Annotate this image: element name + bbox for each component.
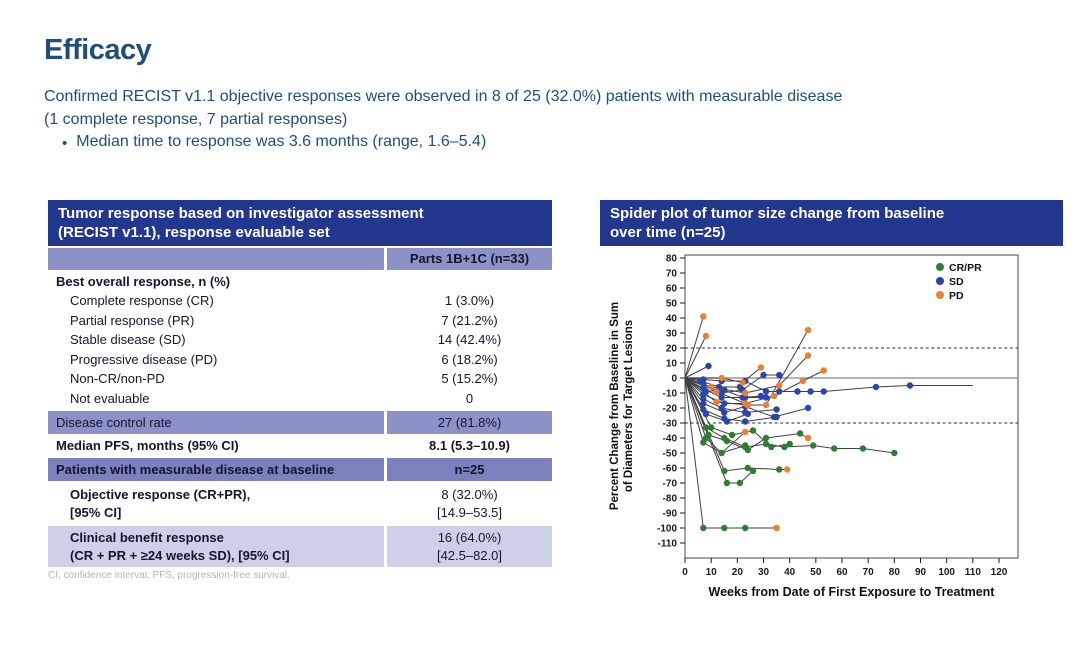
legend-dot-icon xyxy=(936,291,944,299)
data-points xyxy=(698,313,914,531)
svg-text:20: 20 xyxy=(665,343,677,355)
table-row xyxy=(48,389,552,409)
legend-label: PD xyxy=(949,290,964,302)
row-value: n=25 xyxy=(387,458,552,482)
row-value: 7 (21.2%) xyxy=(441,312,498,328)
legend-dot-icon xyxy=(936,277,944,285)
bullet-text: Median time to response was 3.6 months (range, 1.6–5.4) xyxy=(76,133,487,150)
row-label: Complete response (CR) xyxy=(70,293,214,308)
row-label: Progressive disease (PD) xyxy=(70,351,218,367)
row-label: Disease control rate xyxy=(48,411,384,435)
svg-text:80: 80 xyxy=(888,567,900,578)
svg-text:-100: -100 xyxy=(656,523,677,535)
spider-plot-svg xyxy=(596,248,1070,608)
svg-text:110: 110 xyxy=(964,567,981,578)
row-value: 5 (15.2%) xyxy=(441,371,498,386)
table-row xyxy=(48,350,552,370)
table-row xyxy=(48,272,552,292)
intro-line-1: Confirmed RECIST v1.1 objective responses were observed in 8 of 25 (32.0%) patients with measurable disease xyxy=(44,88,843,105)
legend-label: SD xyxy=(949,276,964,288)
page-title: Efficacy xyxy=(44,34,152,66)
svg-text:100: 100 xyxy=(938,567,956,578)
x-axis xyxy=(682,558,1008,578)
row-label: Stable disease (SD) xyxy=(70,332,186,347)
response-table-body xyxy=(48,272,552,567)
svg-text:-50: -50 xyxy=(662,448,677,460)
row-value xyxy=(387,272,552,292)
table-row xyxy=(48,370,552,390)
svg-text:-110: -110 xyxy=(657,538,677,550)
table-column-header-row xyxy=(48,248,552,270)
table-title-bar xyxy=(48,200,552,246)
y-axis-label-line-1: Percent Change from Baseline in Sum xyxy=(609,301,621,511)
chart-title-line-1: Spider plot of tumor size change from baseline xyxy=(610,205,945,222)
spider-plot-panel xyxy=(596,248,1070,608)
chart-title-line-2: over time (n=25) xyxy=(610,224,726,241)
response-table xyxy=(48,200,552,569)
legend xyxy=(936,262,982,302)
table-row xyxy=(48,483,552,524)
svg-text:20: 20 xyxy=(731,567,743,578)
svg-text:50: 50 xyxy=(810,567,822,578)
row-label: Non-CR/non-PD xyxy=(70,371,165,386)
svg-text:120: 120 xyxy=(990,567,1008,578)
svg-text:10: 10 xyxy=(705,567,717,578)
intro-line-2: (1 complete response, 7 partial responses) xyxy=(44,111,348,128)
plot-frame xyxy=(685,255,1018,558)
table-title-line-2: (RECIST v1.1), response evaluable set xyxy=(58,224,330,241)
svg-text:70: 70 xyxy=(862,567,874,578)
bullet-item xyxy=(62,133,486,155)
row-label: Not evaluable xyxy=(70,390,150,406)
svg-text:10: 10 xyxy=(665,358,677,370)
table-row xyxy=(48,292,552,312)
svg-text:40: 40 xyxy=(784,567,796,578)
svg-text:-20: -20 xyxy=(662,403,677,415)
table-row xyxy=(48,411,552,435)
legend-dot-icon xyxy=(936,263,944,271)
svg-text:60: 60 xyxy=(665,283,677,295)
table-row xyxy=(48,436,552,456)
row-value: 14 (42.4%) xyxy=(437,332,502,347)
x-axis-label: Weeks from Date of First Exposure to Treatment xyxy=(708,585,995,599)
row-label: Objective response (CR+PR), [95% CI] xyxy=(70,487,251,520)
chart-title-bar xyxy=(600,200,1063,246)
row-label: Clinical benefit response (CR + PR + ≥24 weeks SD), [95% CI] xyxy=(48,526,384,567)
svg-text:-80: -80 xyxy=(662,493,677,505)
y-axis xyxy=(657,254,685,550)
svg-text:90: 90 xyxy=(914,567,927,578)
svg-text:-40: -40 xyxy=(662,433,677,445)
svg-text:60: 60 xyxy=(836,567,848,578)
svg-text:-30: -30 xyxy=(662,418,677,430)
row-value: 8.1 (5.3–10.9) xyxy=(429,437,510,453)
svg-text:-70: -70 xyxy=(662,478,677,490)
row-label: Best overall response, n (%) xyxy=(56,273,231,289)
row-value: 0 xyxy=(465,390,474,406)
table-row xyxy=(48,458,552,482)
table-title-line-1: Tumor response based on investigator assessment xyxy=(58,205,424,222)
intro-text xyxy=(44,85,842,131)
y-axis-label-line-2: of Diameters for Target Lesions xyxy=(623,319,635,493)
table-row xyxy=(48,331,552,351)
svg-text:-60: -60 xyxy=(662,463,677,475)
svg-text:-90: -90 xyxy=(662,508,677,520)
svg-text:70: 70 xyxy=(665,268,677,280)
row-label: Patients with measurable disease at baseline xyxy=(48,458,384,482)
row-value: 6 (18.2%) xyxy=(441,351,498,367)
svg-text:50: 50 xyxy=(665,298,677,310)
row-label: Partial response (PR) xyxy=(70,312,195,328)
bullet-icon: • xyxy=(62,135,68,152)
row-value: 8 (32.0%) [14.9–53.5] xyxy=(436,487,503,520)
column-header-parts: Parts 1B+1C (n=33) xyxy=(387,248,552,270)
table-row xyxy=(48,526,552,567)
row-value: 1 (3.0%) xyxy=(444,293,495,308)
svg-text:-10: -10 xyxy=(662,388,677,400)
column-header-empty xyxy=(48,248,384,270)
legend-label: CR/PR xyxy=(949,262,982,274)
svg-text:30: 30 xyxy=(757,567,770,578)
row-value: 16 (64.0%) [42.5–82.0] xyxy=(387,526,552,567)
footnote: CI, confidence interval; PFS, progression-free survival. xyxy=(48,570,290,581)
row-label: Median PFS, months (95% CI) xyxy=(56,437,239,453)
svg-text:30: 30 xyxy=(665,328,677,340)
svg-text:40: 40 xyxy=(665,313,677,325)
svg-text:80: 80 xyxy=(665,253,677,265)
svg-text:0: 0 xyxy=(682,567,688,578)
table-row xyxy=(48,311,552,331)
row-value: 27 (81.8%) xyxy=(387,411,552,435)
svg-text:0: 0 xyxy=(671,373,677,385)
